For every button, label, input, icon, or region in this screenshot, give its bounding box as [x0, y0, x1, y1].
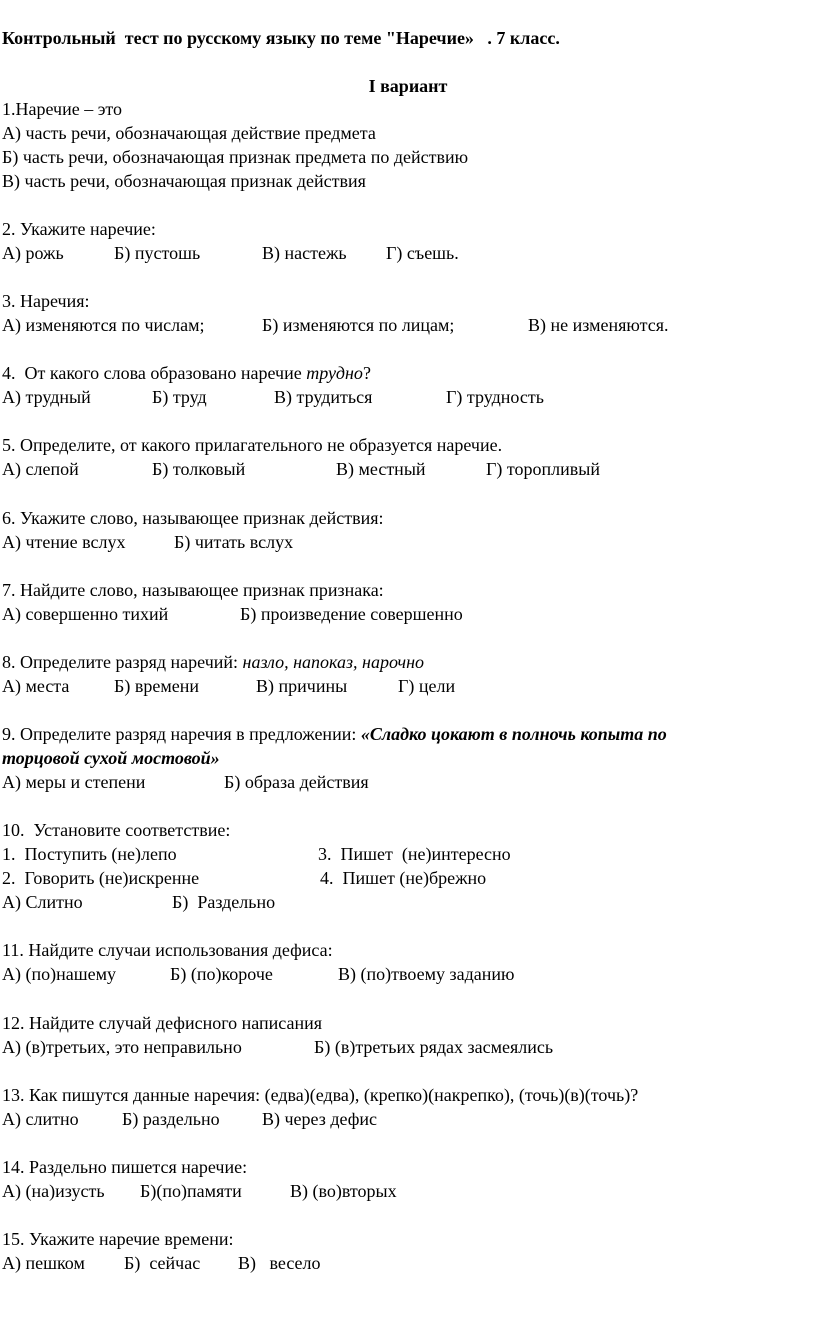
q8-option-a: А) места [2, 676, 70, 696]
q5-option-d: Г) торопливый [486, 459, 601, 479]
q10-item-4: 4. Пишет (не)брежно [320, 868, 487, 888]
q13-option-b: Б) раздельно [122, 1109, 220, 1129]
q12-option-b: Б) (в)третьих рядах засмеялись [314, 1037, 554, 1057]
q8-option-d: Г) цели [398, 676, 456, 696]
q5-option-b: Б) толковый [152, 459, 246, 479]
q8-words: назло, напоказ, нарочно [242, 652, 425, 672]
q1-option-c: В) часть речи, обозначающая признак действия [2, 171, 366, 191]
question-9 [2, 723, 667, 745]
question-10: 10. Установите соответствие: [2, 820, 231, 840]
question-12: 12. Найдите случай дефисного написания [2, 1013, 323, 1033]
q2-option-d: Г) съешь. [386, 243, 459, 263]
question-6: 6. Укажите слово, называющее признак действия: [2, 508, 384, 528]
q9-option-b: Б) образа действия [224, 772, 369, 792]
q9-option-a: А) меры и степени [2, 772, 146, 792]
q13-option-a: А) слитно [2, 1109, 79, 1129]
question-4 [2, 362, 371, 384]
variant-heading: I вариант [368, 76, 448, 96]
q4-option-d: Г) трудность [446, 387, 544, 407]
q8-text: 8. Определите разряд наречий: [2, 652, 243, 672]
question-3: 3. Наречия: [2, 291, 90, 311]
q14-option-a: А) (на)изусть [2, 1181, 105, 1201]
q10-option-b: Б) Раздельно [172, 892, 276, 912]
q9-quote-line1: «Сладко цокают в полночь копыта по [360, 724, 667, 744]
q7-option-a: А) совершенно тихий [2, 604, 169, 624]
q3-option-b: Б) изменяются по лицам; [262, 315, 455, 335]
question-8 [2, 651, 424, 673]
q10-item-3: 3. Пишет (не)интересно [318, 844, 511, 864]
q7-option-b: Б) произведение совершенно [240, 604, 463, 624]
q2-option-a: А) рожь [2, 243, 64, 263]
q4-suffix: ? [362, 363, 371, 383]
q8-option-b: Б) времени [114, 676, 199, 696]
q11-option-c: В) (по)твоему заданию [338, 964, 515, 984]
q6-option-b: Б) читать вслух [174, 532, 294, 552]
q15-option-a: А) пешком [2, 1253, 85, 1273]
q13-option-c: В) через дефис [262, 1109, 378, 1129]
q14-option-b: Б)(по)памяти [140, 1181, 242, 1201]
q11-option-a: А) (по)нашему [2, 964, 116, 984]
question-15: 15. Укажите наречие времени: [2, 1229, 234, 1249]
q4-option-b: Б) труд [152, 387, 207, 407]
q8-option-c: В) причины [256, 676, 348, 696]
q10-option-a: А) Слитно [2, 892, 83, 912]
q5-option-a: А) слепой [2, 459, 79, 479]
q5-option-c: В) местный [336, 459, 426, 479]
q15-option-c: В) весело [238, 1253, 321, 1273]
q3-option-a: А) изменяются по числам; [2, 315, 205, 335]
q2-option-b: Б) пустошь [114, 243, 201, 263]
q1-option-b: Б) часть речи, обозначающая признак предмета по действию [2, 147, 469, 167]
question-11: 11. Найдите случаи использования дефиса: [2, 940, 333, 960]
q9-text: 9. Определите разряд наречия в предложении: [2, 724, 361, 744]
q6-option-a: А) чтение вслух [2, 532, 126, 552]
q4-word: трудно [306, 363, 363, 383]
question-5: 5. Определите, от какого прилагательного не образуется наречие. [2, 435, 503, 455]
q4-text: 4. От какого слова образовано наречие [2, 363, 307, 383]
q4-option-c: В) трудиться [274, 387, 373, 407]
q11-option-b: Б) (по)короче [170, 964, 273, 984]
q14-option-c: В) (во)вторых [290, 1181, 397, 1201]
q3-option-c: В) не изменяются. [528, 315, 669, 335]
q12-option-a: А) (в)третьих, это неправильно [2, 1037, 242, 1057]
q15-option-b: Б) сейчас [124, 1253, 201, 1273]
q10-item-1: 1. Поступить (не)лепо [2, 844, 177, 864]
question-1: 1.Наречие – это [2, 99, 123, 119]
q10-item-2: 2. Говорить (не)искренне [2, 868, 200, 888]
question-13: 13. Как пишутся данные наречия: (едва)(едва), (крепко)(накрепко), (точь)(в)(точь)? [2, 1085, 639, 1105]
q4-option-a: А) трудный [2, 387, 91, 407]
question-7: 7. Найдите слово, называющее признак признака: [2, 580, 384, 600]
question-14: 14. Раздельно пишется наречие: [2, 1157, 248, 1177]
document-title: Контрольный тест по русскому языку по теме "Наречие» . 7 класс. [2, 28, 560, 48]
q9-quote-line2: торцовой сухой мостовой» [2, 748, 220, 768]
question-2: 2. Укажите наречие: [2, 219, 156, 239]
q1-option-a: А) часть речи, обозначающая действие предмета [2, 123, 376, 143]
q2-option-c: В) настежь [262, 243, 347, 263]
